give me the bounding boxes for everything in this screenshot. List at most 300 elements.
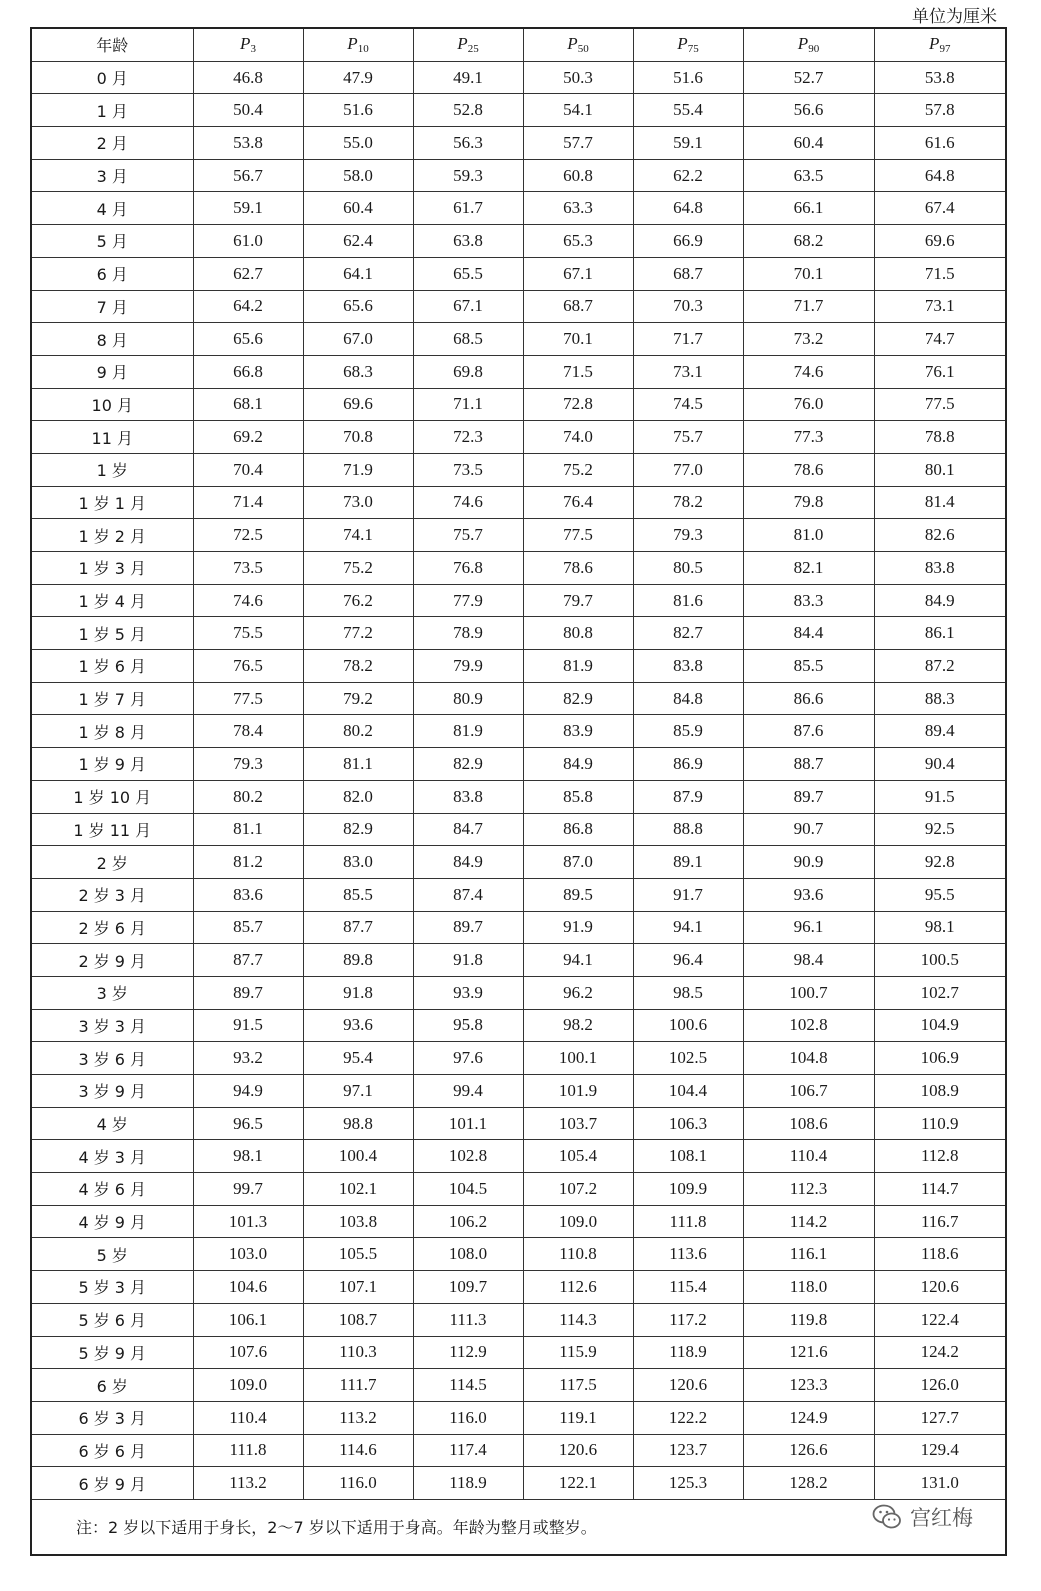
table-row xyxy=(31,911,1006,944)
height-value-cell: 117.5 xyxy=(523,1369,633,1402)
height-value-cell: 99.7 xyxy=(193,1173,303,1206)
height-value-cell: 106.3 xyxy=(633,1107,743,1140)
height-value-cell: 61.6 xyxy=(874,127,1006,160)
height-value-cell: 90.4 xyxy=(874,748,1006,781)
height-value-cell: 91.9 xyxy=(523,911,633,944)
height-value-cell: 79.7 xyxy=(523,584,633,617)
percentile-header: $P_{75}$ xyxy=(633,28,743,61)
height-value-cell: 89.7 xyxy=(193,976,303,1009)
height-value-cell: 88.8 xyxy=(633,813,743,846)
age-cell: 4 岁 xyxy=(31,1107,193,1140)
height-value-cell: 96.1 xyxy=(743,911,874,944)
age-cell: 4 岁 9 月 xyxy=(31,1205,193,1238)
table-row xyxy=(31,225,1006,258)
height-value-cell: 63.3 xyxy=(523,192,633,225)
age-cell: 5 岁 6 月 xyxy=(31,1303,193,1336)
height-value-cell: 73.5 xyxy=(193,552,303,585)
age-header: 年龄 xyxy=(31,28,193,61)
height-value-cell: 82.7 xyxy=(633,617,743,650)
height-value-cell: 127.7 xyxy=(874,1401,1006,1434)
height-value-cell: 126.0 xyxy=(874,1369,1006,1402)
height-value-cell: 108.6 xyxy=(743,1107,874,1140)
table-row xyxy=(31,748,1006,781)
height-value-cell: 74.7 xyxy=(874,323,1006,356)
height-value-cell: 94.9 xyxy=(193,1075,303,1108)
height-value-cell: 122.1 xyxy=(523,1467,633,1500)
table-row xyxy=(31,355,1006,388)
height-value-cell: 76.2 xyxy=(303,584,413,617)
height-value-cell: 124.9 xyxy=(743,1401,874,1434)
height-value-cell: 114.2 xyxy=(743,1205,874,1238)
table-row xyxy=(31,127,1006,160)
height-value-cell: 76.0 xyxy=(743,388,874,421)
height-value-cell: 92.8 xyxy=(874,846,1006,879)
table-row xyxy=(31,552,1006,585)
age-cell: 6 岁 3 月 xyxy=(31,1401,193,1434)
height-value-cell: 108.9 xyxy=(874,1075,1006,1108)
height-value-cell: 71.7 xyxy=(743,290,874,323)
age-cell: 6 岁 9 月 xyxy=(31,1467,193,1500)
table-row xyxy=(31,1271,1006,1304)
height-value-cell: 116.0 xyxy=(413,1401,523,1434)
height-value-cell: 89.1 xyxy=(633,846,743,879)
height-value-cell: 108.7 xyxy=(303,1303,413,1336)
height-value-cell: 83.8 xyxy=(413,780,523,813)
height-value-cell: 74.6 xyxy=(193,584,303,617)
height-value-cell: 65.3 xyxy=(523,225,633,258)
height-value-cell: 86.6 xyxy=(743,682,874,715)
height-value-cell: 87.4 xyxy=(413,878,523,911)
height-value-cell: 94.1 xyxy=(523,944,633,977)
height-value-cell: 102.5 xyxy=(633,1042,743,1075)
age-cell: 1 岁 11 月 xyxy=(31,813,193,846)
height-value-cell: 96.2 xyxy=(523,976,633,1009)
height-value-cell: 80.5 xyxy=(633,552,743,585)
height-value-cell: 84.7 xyxy=(413,813,523,846)
table-row xyxy=(31,1369,1006,1402)
height-value-cell: 123.7 xyxy=(633,1434,743,1467)
age-cell: 1 岁 5 月 xyxy=(31,617,193,650)
age-cell: 11 月 xyxy=(31,421,193,454)
height-value-cell: 78.6 xyxy=(743,453,874,486)
table-row xyxy=(31,1336,1006,1369)
age-cell: 1 月 xyxy=(31,94,193,127)
height-value-cell: 98.5 xyxy=(633,976,743,1009)
height-value-cell: 74.5 xyxy=(633,388,743,421)
height-value-cell: 114.3 xyxy=(523,1303,633,1336)
age-cell: 1 岁 8 月 xyxy=(31,715,193,748)
note-row xyxy=(31,1499,1006,1555)
table-row xyxy=(31,846,1006,879)
footnote: 注：2 岁以下适用于身长，2～7 岁以下适用于身高。年龄为整月或整岁。 xyxy=(31,1499,1006,1555)
height-value-cell: 68.7 xyxy=(523,290,633,323)
age-cell: 3 月 xyxy=(31,159,193,192)
height-value-cell: 78.8 xyxy=(874,421,1006,454)
height-value-cell: 64.2 xyxy=(193,290,303,323)
height-value-cell: 102.8 xyxy=(413,1140,523,1173)
height-value-cell: 101.9 xyxy=(523,1075,633,1108)
height-value-cell: 82.9 xyxy=(523,682,633,715)
height-value-cell: 92.5 xyxy=(874,813,1006,846)
height-value-cell: 78.2 xyxy=(633,486,743,519)
height-value-cell: 90.7 xyxy=(743,813,874,846)
age-cell: 9 月 xyxy=(31,355,193,388)
height-value-cell: 67.4 xyxy=(874,192,1006,225)
height-value-cell: 87.7 xyxy=(193,944,303,977)
height-value-cell: 95.4 xyxy=(303,1042,413,1075)
height-value-cell: 93.6 xyxy=(303,1009,413,1042)
height-value-cell: 98.1 xyxy=(874,911,1006,944)
height-value-cell: 78.9 xyxy=(413,617,523,650)
height-value-cell: 67.1 xyxy=(523,257,633,290)
age-cell: 3 岁 3 月 xyxy=(31,1009,193,1042)
height-value-cell: 107.1 xyxy=(303,1271,413,1304)
height-value-cell: 86.9 xyxy=(633,748,743,781)
table-row xyxy=(31,1401,1006,1434)
height-value-cell: 83.0 xyxy=(303,846,413,879)
age-cell: 1 岁 2 月 xyxy=(31,519,193,552)
height-value-cell: 110.3 xyxy=(303,1336,413,1369)
age-cell: 4 月 xyxy=(31,192,193,225)
table-row xyxy=(31,453,1006,486)
height-value-cell: 72.8 xyxy=(523,388,633,421)
height-value-cell: 103.0 xyxy=(193,1238,303,1271)
height-value-cell: 63.5 xyxy=(743,159,874,192)
height-value-cell: 70.3 xyxy=(633,290,743,323)
height-value-cell: 79.9 xyxy=(413,650,523,683)
height-value-cell: 85.5 xyxy=(303,878,413,911)
height-value-cell: 111.3 xyxy=(413,1303,523,1336)
table-row xyxy=(31,650,1006,683)
height-value-cell: 74.6 xyxy=(743,355,874,388)
height-value-cell: 81.9 xyxy=(413,715,523,748)
height-value-cell: 110.9 xyxy=(874,1107,1006,1140)
height-value-cell: 91.5 xyxy=(874,780,1006,813)
age-cell: 5 岁 3 月 xyxy=(31,1271,193,1304)
height-value-cell: 87.2 xyxy=(874,650,1006,683)
height-value-cell: 87.6 xyxy=(743,715,874,748)
height-value-cell: 59.3 xyxy=(413,159,523,192)
height-value-cell: 114.5 xyxy=(413,1369,523,1402)
height-value-cell: 101.3 xyxy=(193,1205,303,1238)
height-value-cell: 120.6 xyxy=(523,1434,633,1467)
height-value-cell: 88.7 xyxy=(743,748,874,781)
table-row xyxy=(31,1042,1006,1075)
height-value-cell: 87.0 xyxy=(523,846,633,879)
height-value-cell: 87.9 xyxy=(633,780,743,813)
height-value-cell: 74.0 xyxy=(523,421,633,454)
age-cell: 5 月 xyxy=(31,225,193,258)
height-value-cell: 86.8 xyxy=(523,813,633,846)
height-value-cell: 105.4 xyxy=(523,1140,633,1173)
height-value-cell: 131.0 xyxy=(874,1467,1006,1500)
height-value-cell: 75.2 xyxy=(523,453,633,486)
height-value-cell: 81.1 xyxy=(303,748,413,781)
height-value-cell: 88.3 xyxy=(874,682,1006,715)
watermark xyxy=(872,1502,973,1532)
age-cell: 10 月 xyxy=(31,388,193,421)
height-value-cell: 109.9 xyxy=(633,1173,743,1206)
height-value-cell: 104.8 xyxy=(743,1042,874,1075)
height-value-cell: 99.4 xyxy=(413,1075,523,1108)
height-value-cell: 113.2 xyxy=(193,1467,303,1500)
height-value-cell: 60.4 xyxy=(303,192,413,225)
height-value-cell: 84.4 xyxy=(743,617,874,650)
table-row xyxy=(31,257,1006,290)
height-value-cell: 122.2 xyxy=(633,1401,743,1434)
height-value-cell: 62.4 xyxy=(303,225,413,258)
height-value-cell: 83.3 xyxy=(743,584,874,617)
height-value-cell: 79.3 xyxy=(193,748,303,781)
height-value-cell: 80.1 xyxy=(874,453,1006,486)
height-value-cell: 75.7 xyxy=(413,519,523,552)
height-value-cell: 76.5 xyxy=(193,650,303,683)
height-value-cell: 86.1 xyxy=(874,617,1006,650)
height-value-cell: 59.1 xyxy=(633,127,743,160)
height-value-cell: 60.8 xyxy=(523,159,633,192)
age-cell: 2 岁 3 月 xyxy=(31,878,193,911)
age-cell: 0 月 xyxy=(31,61,193,94)
height-value-cell: 61.7 xyxy=(413,192,523,225)
height-value-cell: 119.1 xyxy=(523,1401,633,1434)
height-value-cell: 83.8 xyxy=(874,552,1006,585)
percentile-header: $P_3$ xyxy=(193,28,303,61)
height-value-cell: 111.7 xyxy=(303,1369,413,1402)
height-value-cell: 97.1 xyxy=(303,1075,413,1108)
height-value-cell: 73.1 xyxy=(633,355,743,388)
height-value-cell: 111.8 xyxy=(193,1434,303,1467)
percentile-header: $P_{50}$ xyxy=(523,28,633,61)
age-cell: 4 岁 6 月 xyxy=(31,1173,193,1206)
watermark-text: 宫红梅 xyxy=(910,1506,973,1530)
height-value-cell: 102.8 xyxy=(743,1009,874,1042)
table-row xyxy=(31,519,1006,552)
table-row xyxy=(31,421,1006,454)
height-value-cell: 89.8 xyxy=(303,944,413,977)
height-value-cell: 73.5 xyxy=(413,453,523,486)
table-row xyxy=(31,813,1006,846)
height-value-cell: 62.7 xyxy=(193,257,303,290)
height-value-cell: 112.8 xyxy=(874,1140,1006,1173)
height-value-cell: 73.0 xyxy=(303,486,413,519)
height-value-cell: 120.6 xyxy=(874,1271,1006,1304)
height-value-cell: 80.9 xyxy=(413,682,523,715)
age-cell: 3 岁 6 月 xyxy=(31,1042,193,1075)
height-value-cell: 75.5 xyxy=(193,617,303,650)
height-value-cell: 129.4 xyxy=(874,1434,1006,1467)
height-value-cell: 73.2 xyxy=(743,323,874,356)
height-value-cell: 107.2 xyxy=(523,1173,633,1206)
height-value-cell: 85.8 xyxy=(523,780,633,813)
height-value-cell: 128.2 xyxy=(743,1467,874,1500)
height-value-cell: 77.3 xyxy=(743,421,874,454)
growth-percentile-table xyxy=(30,27,1007,1556)
table-row xyxy=(31,878,1006,911)
height-value-cell: 56.6 xyxy=(743,94,874,127)
height-value-cell: 49.1 xyxy=(413,61,523,94)
height-value-cell: 91.7 xyxy=(633,878,743,911)
age-cell: 7 月 xyxy=(31,290,193,323)
height-value-cell: 87.7 xyxy=(303,911,413,944)
table-row xyxy=(31,323,1006,356)
height-value-cell: 93.6 xyxy=(743,878,874,911)
height-value-cell: 104.5 xyxy=(413,1173,523,1206)
age-cell: 8 月 xyxy=(31,323,193,356)
table-row xyxy=(31,944,1006,977)
height-value-cell: 70.1 xyxy=(523,323,633,356)
height-value-cell: 123.3 xyxy=(743,1369,874,1402)
height-value-cell: 76.4 xyxy=(523,486,633,519)
height-value-cell: 84.9 xyxy=(874,584,1006,617)
height-value-cell: 102.1 xyxy=(303,1173,413,1206)
height-value-cell: 91.8 xyxy=(413,944,523,977)
height-value-cell: 110.4 xyxy=(743,1140,874,1173)
height-value-cell: 93.9 xyxy=(413,976,523,1009)
age-cell: 1 岁 10 月 xyxy=(31,780,193,813)
height-value-cell: 81.6 xyxy=(633,584,743,617)
height-value-cell: 68.1 xyxy=(193,388,303,421)
height-value-cell: 77.5 xyxy=(874,388,1006,421)
height-value-cell: 109.7 xyxy=(413,1271,523,1304)
height-value-cell: 58.0 xyxy=(303,159,413,192)
height-value-cell: 77.2 xyxy=(303,617,413,650)
height-value-cell: 76.8 xyxy=(413,552,523,585)
height-value-cell: 96.5 xyxy=(193,1107,303,1140)
age-cell: 1 岁 7 月 xyxy=(31,682,193,715)
height-value-cell: 100.1 xyxy=(523,1042,633,1075)
height-value-cell: 77.5 xyxy=(193,682,303,715)
height-value-cell: 90.9 xyxy=(743,846,874,879)
table-row xyxy=(31,61,1006,94)
height-value-cell: 124.2 xyxy=(874,1336,1006,1369)
height-value-cell: 74.6 xyxy=(413,486,523,519)
height-value-cell: 82.9 xyxy=(413,748,523,781)
height-value-cell: 112.3 xyxy=(743,1173,874,1206)
table-row xyxy=(31,94,1006,127)
table-row xyxy=(31,1238,1006,1271)
height-value-cell: 89.7 xyxy=(743,780,874,813)
height-value-cell: 83.9 xyxy=(523,715,633,748)
height-value-cell: 80.2 xyxy=(303,715,413,748)
height-value-cell: 109.0 xyxy=(193,1369,303,1402)
height-value-cell: 79.8 xyxy=(743,486,874,519)
height-value-cell: 120.6 xyxy=(633,1369,743,1402)
height-value-cell: 114.7 xyxy=(874,1173,1006,1206)
height-value-cell: 75.7 xyxy=(633,421,743,454)
height-value-cell: 59.1 xyxy=(193,192,303,225)
height-value-cell: 118.0 xyxy=(743,1271,874,1304)
height-value-cell: 69.6 xyxy=(303,388,413,421)
age-cell: 6 岁 xyxy=(31,1369,193,1402)
height-value-cell: 55.4 xyxy=(633,94,743,127)
table-row xyxy=(31,1140,1006,1173)
height-value-cell: 66.1 xyxy=(743,192,874,225)
height-value-cell: 109.0 xyxy=(523,1205,633,1238)
height-value-cell: 68.3 xyxy=(303,355,413,388)
height-value-cell: 81.2 xyxy=(193,846,303,879)
height-value-cell: 93.2 xyxy=(193,1042,303,1075)
age-cell: 4 岁 3 月 xyxy=(31,1140,193,1173)
height-value-cell: 110.4 xyxy=(193,1401,303,1434)
height-value-cell: 68.7 xyxy=(633,257,743,290)
height-value-cell: 113.2 xyxy=(303,1401,413,1434)
age-cell: 5 岁 9 月 xyxy=(31,1336,193,1369)
height-value-cell: 116.1 xyxy=(743,1238,874,1271)
height-value-cell: 85.5 xyxy=(743,650,874,683)
table-row xyxy=(31,1467,1006,1500)
height-value-cell: 56.7 xyxy=(193,159,303,192)
height-value-cell: 78.4 xyxy=(193,715,303,748)
height-value-cell: 84.9 xyxy=(523,748,633,781)
table-row xyxy=(31,1173,1006,1206)
percentile-header: $P_{97}$ xyxy=(874,28,1006,61)
height-value-cell: 67.0 xyxy=(303,323,413,356)
height-value-cell: 103.8 xyxy=(303,1205,413,1238)
height-value-cell: 106.7 xyxy=(743,1075,874,1108)
age-cell: 1 岁 6 月 xyxy=(31,650,193,683)
height-value-cell: 98.1 xyxy=(193,1140,303,1173)
height-value-cell: 71.5 xyxy=(874,257,1006,290)
height-value-cell: 60.4 xyxy=(743,127,874,160)
height-value-cell: 70.1 xyxy=(743,257,874,290)
height-value-cell: 125.3 xyxy=(633,1467,743,1500)
height-value-cell: 83.8 xyxy=(633,650,743,683)
table-row xyxy=(31,388,1006,421)
height-value-cell: 118.9 xyxy=(633,1336,743,1369)
age-cell: 3 岁 9 月 xyxy=(31,1075,193,1108)
table-row xyxy=(31,1434,1006,1467)
height-value-cell: 118.6 xyxy=(874,1238,1006,1271)
height-value-cell: 71.4 xyxy=(193,486,303,519)
height-value-cell: 89.7 xyxy=(413,911,523,944)
height-value-cell: 84.8 xyxy=(633,682,743,715)
height-value-cell: 72.3 xyxy=(413,421,523,454)
height-value-cell: 95.5 xyxy=(874,878,1006,911)
height-value-cell: 100.5 xyxy=(874,944,1006,977)
height-value-cell: 71.1 xyxy=(413,388,523,421)
height-value-cell: 100.7 xyxy=(743,976,874,1009)
table-row xyxy=(31,290,1006,323)
height-value-cell: 84.9 xyxy=(413,846,523,879)
height-value-cell: 52.8 xyxy=(413,94,523,127)
height-value-cell: 46.8 xyxy=(193,61,303,94)
age-cell: 1 岁 4 月 xyxy=(31,584,193,617)
height-value-cell: 82.9 xyxy=(303,813,413,846)
age-cell: 1 岁 1 月 xyxy=(31,486,193,519)
height-value-cell: 81.0 xyxy=(743,519,874,552)
height-value-cell: 114.6 xyxy=(303,1434,413,1467)
height-value-cell: 106.9 xyxy=(874,1042,1006,1075)
height-value-cell: 108.0 xyxy=(413,1238,523,1271)
height-value-cell: 108.1 xyxy=(633,1140,743,1173)
height-value-cell: 66.8 xyxy=(193,355,303,388)
table-row xyxy=(31,715,1006,748)
height-value-cell: 110.8 xyxy=(523,1238,633,1271)
age-cell: 6 岁 6 月 xyxy=(31,1434,193,1467)
height-value-cell: 85.7 xyxy=(193,911,303,944)
age-cell: 1 岁 3 月 xyxy=(31,552,193,585)
height-value-cell: 91.5 xyxy=(193,1009,303,1042)
height-value-cell: 57.8 xyxy=(874,94,1006,127)
height-value-cell: 112.9 xyxy=(413,1336,523,1369)
height-value-cell: 111.8 xyxy=(633,1205,743,1238)
height-value-cell: 77.0 xyxy=(633,453,743,486)
percentile-header: $P_{25}$ xyxy=(413,28,523,61)
height-value-cell: 67.1 xyxy=(413,290,523,323)
age-cell: 5 岁 xyxy=(31,1238,193,1271)
height-value-cell: 68.5 xyxy=(413,323,523,356)
height-value-cell: 118.9 xyxy=(413,1467,523,1500)
